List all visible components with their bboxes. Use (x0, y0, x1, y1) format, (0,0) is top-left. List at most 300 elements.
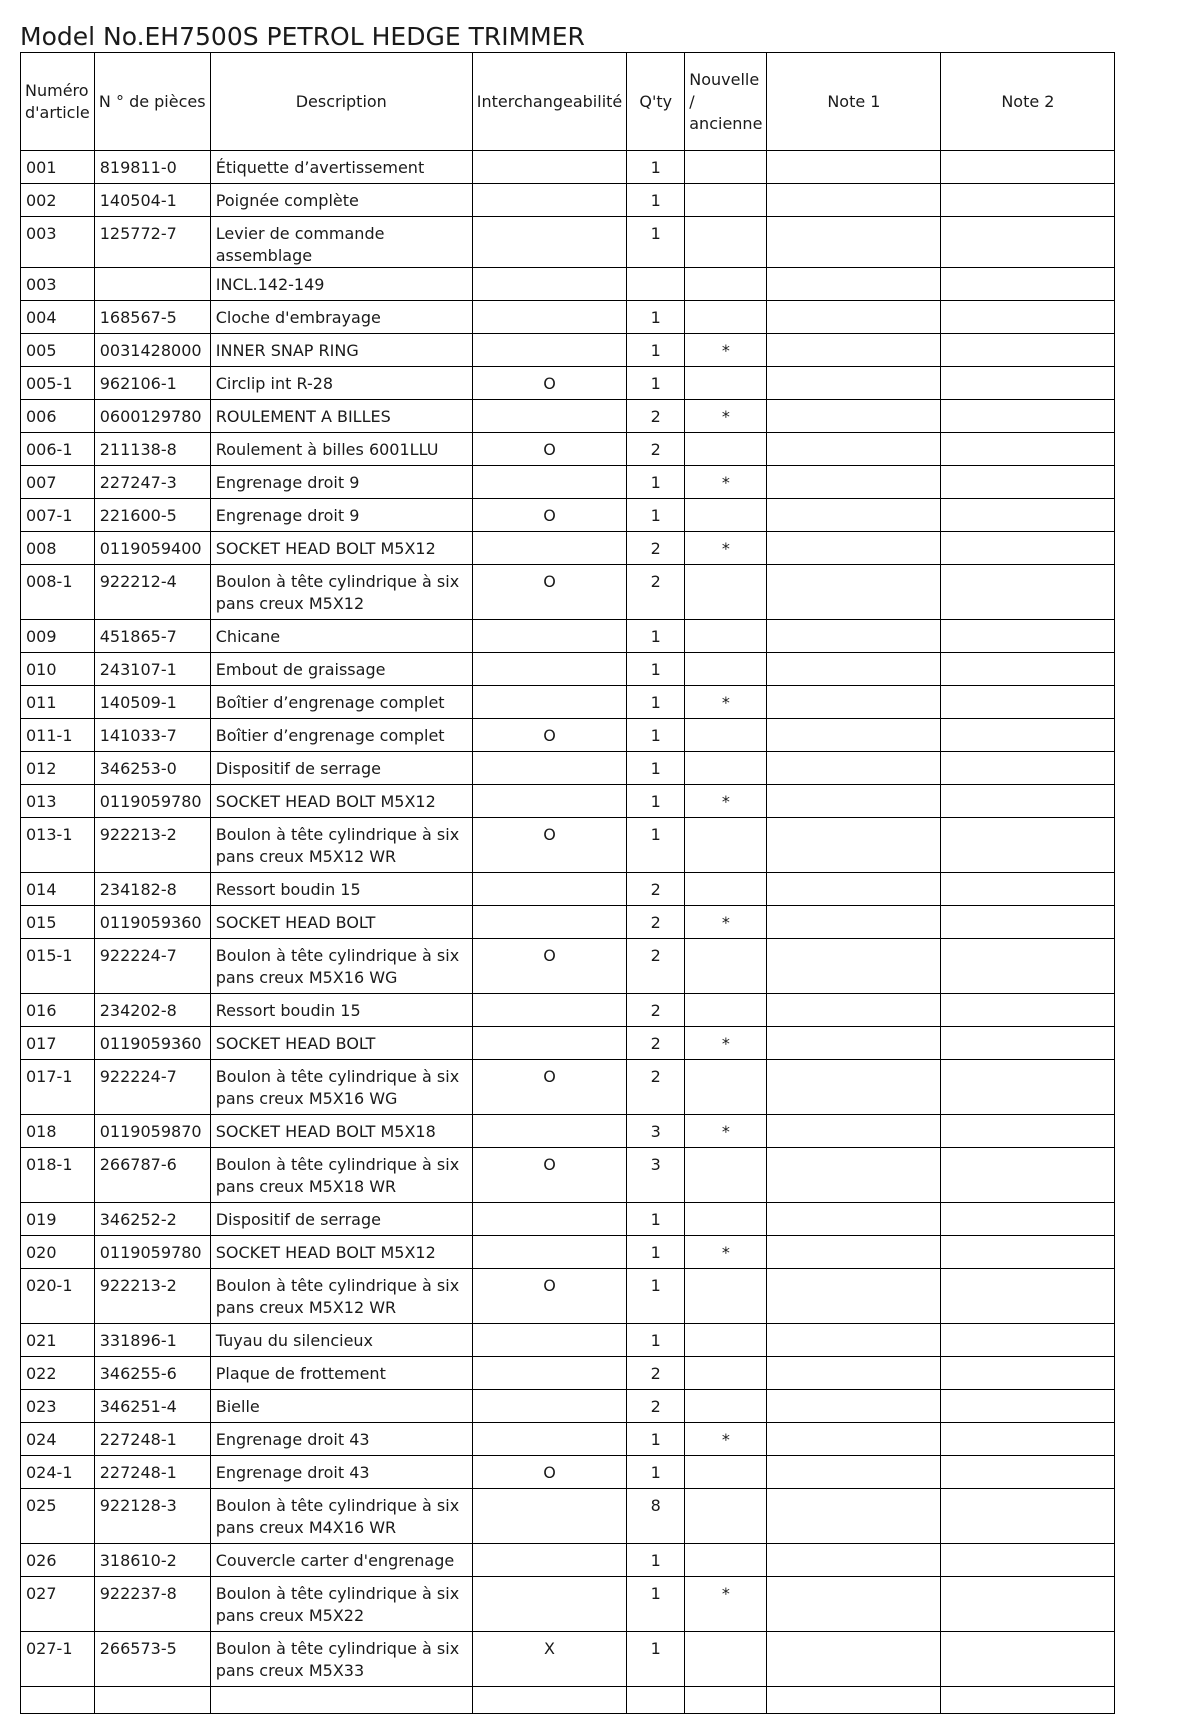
note-1-cell (767, 1115, 941, 1148)
empty-cell (685, 1687, 767, 1714)
note-2-cell (941, 433, 1115, 466)
note-1-cell (767, 1489, 941, 1544)
new-old-cell (685, 620, 767, 653)
part-number-cell: 346251-4 (94, 1390, 210, 1423)
table-row (21, 1577, 1115, 1632)
note-1-cell (767, 1324, 941, 1357)
quantity-cell: 1 (627, 752, 685, 785)
quantity-cell: 1 (627, 367, 685, 400)
item-number-cell: 010 (21, 653, 95, 686)
table-row (21, 268, 1115, 301)
table-row (21, 719, 1115, 752)
part-number-cell: 318610-2 (94, 1544, 210, 1577)
item-number-cell: 015 (21, 906, 95, 939)
quantity-cell: 2 (627, 1060, 685, 1115)
empty-cell (627, 1687, 685, 1714)
item-number-cell: 020-1 (21, 1269, 95, 1324)
part-number-cell: 0119059870 (94, 1115, 210, 1148)
quantity-cell: 1 (627, 1203, 685, 1236)
description-cell: Boîtier d’engrenage complet (210, 686, 472, 719)
interchangeability-cell (472, 301, 627, 334)
note-2-cell (941, 184, 1115, 217)
table-row (21, 818, 1115, 873)
part-number-cell: 141033-7 (94, 719, 210, 752)
note-1-cell (767, 620, 941, 653)
note-2-cell (941, 301, 1115, 334)
note-2-cell (941, 1324, 1115, 1357)
table-row (21, 994, 1115, 1027)
table-row (21, 1357, 1115, 1390)
new-old-cell: * (685, 1115, 767, 1148)
item-number-cell: 024-1 (21, 1456, 95, 1489)
interchangeability-cell: O (472, 565, 627, 620)
table-row (21, 367, 1115, 400)
description-cell: Boulon à tête cylindrique à six pans creux M5X12 WR (210, 1269, 472, 1324)
interchangeability-cell (472, 1423, 627, 1456)
item-number-cell: 009 (21, 620, 95, 653)
header-row (21, 53, 1115, 151)
quantity-cell: 1 (627, 466, 685, 499)
table-row (21, 1390, 1115, 1423)
interchangeability-cell: O (472, 1269, 627, 1324)
table-row (21, 217, 1115, 268)
quantity-cell: 1 (627, 1544, 685, 1577)
item-number-cell: 023 (21, 1390, 95, 1423)
new-old-cell (685, 818, 767, 873)
part-number-cell: 0119059400 (94, 532, 210, 565)
table-row (21, 686, 1115, 719)
quantity-cell: 1 (627, 217, 685, 268)
item-number-cell: 017 (21, 1027, 95, 1060)
header-quantity: Q'ty (627, 53, 685, 151)
quantity-cell: 2 (627, 994, 685, 1027)
part-number-cell: 922224-7 (94, 1060, 210, 1115)
item-number-cell: 001 (21, 151, 95, 184)
note-2-cell (941, 653, 1115, 686)
item-number-cell: 024 (21, 1423, 95, 1456)
part-number-cell: 346252-2 (94, 1203, 210, 1236)
table-row (21, 873, 1115, 906)
item-number-cell: 017-1 (21, 1060, 95, 1115)
interchangeability-cell (472, 1324, 627, 1357)
note-2-cell (941, 1236, 1115, 1269)
quantity-cell: 1 (627, 151, 685, 184)
note-1-cell (767, 1357, 941, 1390)
quantity-cell: 1 (627, 1456, 685, 1489)
header-note-2: Note 2 (941, 53, 1115, 151)
header-note-1: Note 1 (767, 53, 941, 151)
table-row (21, 1324, 1115, 1357)
empty-cell (472, 1687, 627, 1714)
description-cell: Plaque de frottement (210, 1357, 472, 1390)
new-old-cell: * (685, 1027, 767, 1060)
new-old-cell: * (685, 906, 767, 939)
table-row (21, 151, 1115, 184)
note-1-cell (767, 1632, 941, 1687)
item-number-cell: 025 (21, 1489, 95, 1544)
note-1-cell (767, 653, 941, 686)
description-cell: Étiquette d’avertissement (210, 151, 472, 184)
new-old-cell (685, 1148, 767, 1203)
table-row (21, 785, 1115, 818)
interchangeability-cell (472, 906, 627, 939)
new-old-cell: * (685, 785, 767, 818)
note-2-cell (941, 1577, 1115, 1632)
table-row (21, 1687, 1115, 1714)
item-number-cell: 018-1 (21, 1148, 95, 1203)
interchangeability-cell (472, 873, 627, 906)
description-cell: Boulon à tête cylindrique à six pans creux M5X33 (210, 1632, 472, 1687)
description-cell: Cloche d'embrayage (210, 301, 472, 334)
part-number-cell: 266787-6 (94, 1148, 210, 1203)
note-2-cell (941, 268, 1115, 301)
new-old-cell (685, 268, 767, 301)
note-2-cell (941, 1203, 1115, 1236)
note-2-cell (941, 1489, 1115, 1544)
note-2-cell (941, 785, 1115, 818)
note-1-cell (767, 1236, 941, 1269)
new-old-cell (685, 873, 767, 906)
table-row (21, 532, 1115, 565)
description-cell: SOCKET HEAD BOLT (210, 1027, 472, 1060)
interchangeability-cell: O (472, 499, 627, 532)
interchangeability-cell (472, 1390, 627, 1423)
item-number-cell: 020 (21, 1236, 95, 1269)
table-row (21, 1148, 1115, 1203)
new-old-cell (685, 752, 767, 785)
interchangeability-cell (472, 1027, 627, 1060)
quantity-cell: 1 (627, 499, 685, 532)
quantity-cell: 3 (627, 1148, 685, 1203)
note-2-cell (941, 1456, 1115, 1489)
part-number-cell: 346255-6 (94, 1357, 210, 1390)
quantity-cell: 2 (627, 532, 685, 565)
description-cell: Roulement à billes 6001LLU (210, 433, 472, 466)
header-part-number: N ° de pièces (94, 53, 210, 151)
part-number-cell: 234182-8 (94, 873, 210, 906)
table-row (21, 565, 1115, 620)
quantity-cell (627, 268, 685, 301)
note-1-cell (767, 1148, 941, 1203)
parts-table (20, 52, 1115, 1714)
part-number-cell: 140509-1 (94, 686, 210, 719)
item-number-cell: 006-1 (21, 433, 95, 466)
note-1-cell (767, 1456, 941, 1489)
part-number-cell: 922213-2 (94, 1269, 210, 1324)
item-number-cell: 006 (21, 400, 95, 433)
note-2-cell (941, 1423, 1115, 1456)
item-number-cell: 005 (21, 334, 95, 367)
interchangeability-cell: O (472, 1060, 627, 1115)
item-number-cell: 015-1 (21, 939, 95, 994)
note-1-cell (767, 301, 941, 334)
part-number-cell: 227247-3 (94, 466, 210, 499)
note-2-cell (941, 873, 1115, 906)
item-number-cell: 007 (21, 466, 95, 499)
interchangeability-cell: O (472, 1456, 627, 1489)
description-cell: INNER SNAP RING (210, 334, 472, 367)
item-number-cell: 005-1 (21, 367, 95, 400)
note-2-cell (941, 1115, 1115, 1148)
note-1-cell (767, 719, 941, 752)
note-2-cell (941, 217, 1115, 268)
part-number-cell: 922237-8 (94, 1577, 210, 1632)
note-2-cell (941, 994, 1115, 1027)
part-number-cell: 168567-5 (94, 301, 210, 334)
table-row (21, 752, 1115, 785)
part-number-cell (94, 268, 210, 301)
interchangeability-cell (472, 620, 627, 653)
note-2-cell (941, 565, 1115, 620)
table-row (21, 1489, 1115, 1544)
new-old-cell: * (685, 1236, 767, 1269)
quantity-cell: 1 (627, 301, 685, 334)
part-number-cell: 266573-5 (94, 1632, 210, 1687)
new-old-cell (685, 1269, 767, 1324)
part-number-cell: 922213-2 (94, 818, 210, 873)
note-2-cell (941, 1269, 1115, 1324)
item-number-cell: 011 (21, 686, 95, 719)
table-row (21, 184, 1115, 217)
description-cell: Ressort boudin 15 (210, 873, 472, 906)
item-number-cell: 003 (21, 268, 95, 301)
note-2-cell (941, 400, 1115, 433)
interchangeability-cell: X (472, 1632, 627, 1687)
note-1-cell (767, 1390, 941, 1423)
new-old-cell (685, 719, 767, 752)
note-2-cell (941, 466, 1115, 499)
note-1-cell (767, 1203, 941, 1236)
table-row (21, 620, 1115, 653)
part-number-cell: 331896-1 (94, 1324, 210, 1357)
quantity-cell: 1 (627, 334, 685, 367)
quantity-cell: 2 (627, 873, 685, 906)
new-old-cell (685, 499, 767, 532)
item-number-cell: 019 (21, 1203, 95, 1236)
new-old-cell (685, 367, 767, 400)
new-old-cell (685, 994, 767, 1027)
description-cell: Circlip int R-28 (210, 367, 472, 400)
item-number-cell: 013 (21, 785, 95, 818)
note-1-cell (767, 400, 941, 433)
description-cell: INCL.142-149 (210, 268, 472, 301)
description-cell: Engrenage droit 9 (210, 466, 472, 499)
note-1-cell (767, 565, 941, 620)
new-old-cell (685, 151, 767, 184)
part-number-cell: 221600-5 (94, 499, 210, 532)
description-cell: Engrenage droit 43 (210, 1456, 472, 1489)
note-2-cell (941, 151, 1115, 184)
table-row (21, 653, 1115, 686)
new-old-cell (685, 939, 767, 994)
quantity-cell: 1 (627, 1324, 685, 1357)
note-1-cell (767, 532, 941, 565)
note-1-cell (767, 466, 941, 499)
note-2-cell (941, 532, 1115, 565)
note-1-cell (767, 994, 941, 1027)
table-row (21, 1060, 1115, 1115)
quantity-cell: 2 (627, 939, 685, 994)
part-number-cell: 0031428000 (94, 334, 210, 367)
table-row (21, 1632, 1115, 1687)
part-number-cell: 227248-1 (94, 1423, 210, 1456)
note-2-cell (941, 1060, 1115, 1115)
description-cell: Dispositif de serrage (210, 752, 472, 785)
table-row (21, 433, 1115, 466)
table-row (21, 906, 1115, 939)
empty-cell (210, 1687, 472, 1714)
note-2-cell (941, 1544, 1115, 1577)
header-description: Description (210, 53, 472, 151)
table-row (21, 334, 1115, 367)
empty-cell (94, 1687, 210, 1714)
description-cell: Chicane (210, 620, 472, 653)
note-1-cell (767, 367, 941, 400)
quantity-cell: 2 (627, 1027, 685, 1060)
description-cell: SOCKET HEAD BOLT M5X12 (210, 532, 472, 565)
description-cell: Boulon à tête cylindrique à six pans creux M5X12 (210, 565, 472, 620)
item-number-cell: 014 (21, 873, 95, 906)
note-2-cell (941, 939, 1115, 994)
note-2-cell (941, 818, 1115, 873)
part-number-cell: 243107-1 (94, 653, 210, 686)
note-2-cell (941, 1027, 1115, 1060)
interchangeability-cell (472, 1203, 627, 1236)
description-cell: SOCKET HEAD BOLT M5X18 (210, 1115, 472, 1148)
item-number-cell: 026 (21, 1544, 95, 1577)
quantity-cell: 8 (627, 1489, 685, 1544)
description-cell: Boulon à tête cylindrique à six pans creux M5X12 WR (210, 818, 472, 873)
item-number-cell: 018 (21, 1115, 95, 1148)
description-cell: SOCKET HEAD BOLT M5X12 (210, 1236, 472, 1269)
item-number-cell: 008-1 (21, 565, 95, 620)
new-old-cell (685, 433, 767, 466)
interchangeability-cell: O (472, 1148, 627, 1203)
description-cell: Levier de commande assemblage (210, 217, 472, 268)
interchangeability-cell (472, 217, 627, 268)
item-number-cell: 007-1 (21, 499, 95, 532)
description-cell: Couvercle carter d'engrenage (210, 1544, 472, 1577)
new-old-cell: * (685, 686, 767, 719)
interchangeability-cell (472, 532, 627, 565)
interchangeability-cell: O (472, 818, 627, 873)
new-old-cell (685, 653, 767, 686)
item-number-cell: 012 (21, 752, 95, 785)
description-cell: SOCKET HEAD BOLT M5X12 (210, 785, 472, 818)
part-number-cell: 962106-1 (94, 367, 210, 400)
note-2-cell (941, 752, 1115, 785)
new-old-cell (685, 1456, 767, 1489)
item-number-cell: 027-1 (21, 1632, 95, 1687)
new-old-cell (685, 1060, 767, 1115)
table-row (21, 400, 1115, 433)
part-number-cell: 211138-8 (94, 433, 210, 466)
part-number-cell: 922128-3 (94, 1489, 210, 1544)
item-number-cell: 027 (21, 1577, 95, 1632)
header-item-number: Numéro d'article (21, 53, 95, 151)
part-number-cell: 227248-1 (94, 1456, 210, 1489)
interchangeability-cell (472, 1236, 627, 1269)
new-old-cell (685, 1324, 767, 1357)
table-row (21, 301, 1115, 334)
interchangeability-cell (472, 466, 627, 499)
item-number-cell: 013-1 (21, 818, 95, 873)
note-2-cell (941, 686, 1115, 719)
description-cell: SOCKET HEAD BOLT (210, 906, 472, 939)
description-cell: Boulon à tête cylindrique à six pans creux M5X16 WG (210, 939, 472, 994)
interchangeability-cell (472, 653, 627, 686)
description-cell: Boulon à tête cylindrique à six pans creux M5X16 WG (210, 1060, 472, 1115)
table-row (21, 1203, 1115, 1236)
item-number-cell: 011-1 (21, 719, 95, 752)
new-old-cell: * (685, 532, 767, 565)
new-old-cell (685, 1632, 767, 1687)
note-1-cell (767, 752, 941, 785)
quantity-cell: 1 (627, 620, 685, 653)
quantity-cell: 2 (627, 906, 685, 939)
quantity-cell: 1 (627, 1577, 685, 1632)
empty-cell (21, 1687, 95, 1714)
table-row (21, 1027, 1115, 1060)
part-number-cell: 125772-7 (94, 217, 210, 268)
description-cell: Dispositif de serrage (210, 1203, 472, 1236)
description-cell: Bielle (210, 1390, 472, 1423)
part-number-cell: 346253-0 (94, 752, 210, 785)
item-number-cell: 004 (21, 301, 95, 334)
interchangeability-cell (472, 1577, 627, 1632)
note-1-cell (767, 184, 941, 217)
note-1-cell (767, 939, 941, 994)
part-number-cell: 0119059360 (94, 906, 210, 939)
note-1-cell (767, 334, 941, 367)
description-cell: Embout de graissage (210, 653, 472, 686)
note-2-cell (941, 1390, 1115, 1423)
item-number-cell: 003 (21, 217, 95, 268)
quantity-cell: 2 (627, 1390, 685, 1423)
quantity-cell: 2 (627, 1357, 685, 1390)
part-number-cell: 0119059360 (94, 1027, 210, 1060)
part-number-cell: 234202-8 (94, 994, 210, 1027)
interchangeability-cell (472, 1544, 627, 1577)
quantity-cell: 1 (627, 818, 685, 873)
description-cell: Boîtier d’engrenage complet (210, 719, 472, 752)
note-2-cell (941, 620, 1115, 653)
interchangeability-cell (472, 151, 627, 184)
table-row (21, 1423, 1115, 1456)
item-number-cell: 008 (21, 532, 95, 565)
quantity-cell: 1 (627, 653, 685, 686)
table-row (21, 1456, 1115, 1489)
new-old-cell: * (685, 400, 767, 433)
new-old-cell (685, 1357, 767, 1390)
interchangeability-cell (472, 994, 627, 1027)
new-old-cell (685, 1390, 767, 1423)
description-cell: Engrenage droit 9 (210, 499, 472, 532)
description-cell: Boulon à tête cylindrique à six pans creux M5X18 WR (210, 1148, 472, 1203)
part-number-cell: 0119059780 (94, 1236, 210, 1269)
description-cell: Boulon à tête cylindrique à six pans creux M5X22 (210, 1577, 472, 1632)
note-1-cell (767, 785, 941, 818)
empty-cell (767, 1687, 941, 1714)
interchangeability-cell (472, 400, 627, 433)
new-old-cell: * (685, 466, 767, 499)
part-number-cell: 0119059780 (94, 785, 210, 818)
interchangeability-cell (472, 334, 627, 367)
page-title: Model No.EH7500S PETROL HEDGE TRIMMER (20, 22, 585, 51)
note-1-cell (767, 1060, 941, 1115)
interchangeability-cell: O (472, 719, 627, 752)
quantity-cell: 2 (627, 433, 685, 466)
